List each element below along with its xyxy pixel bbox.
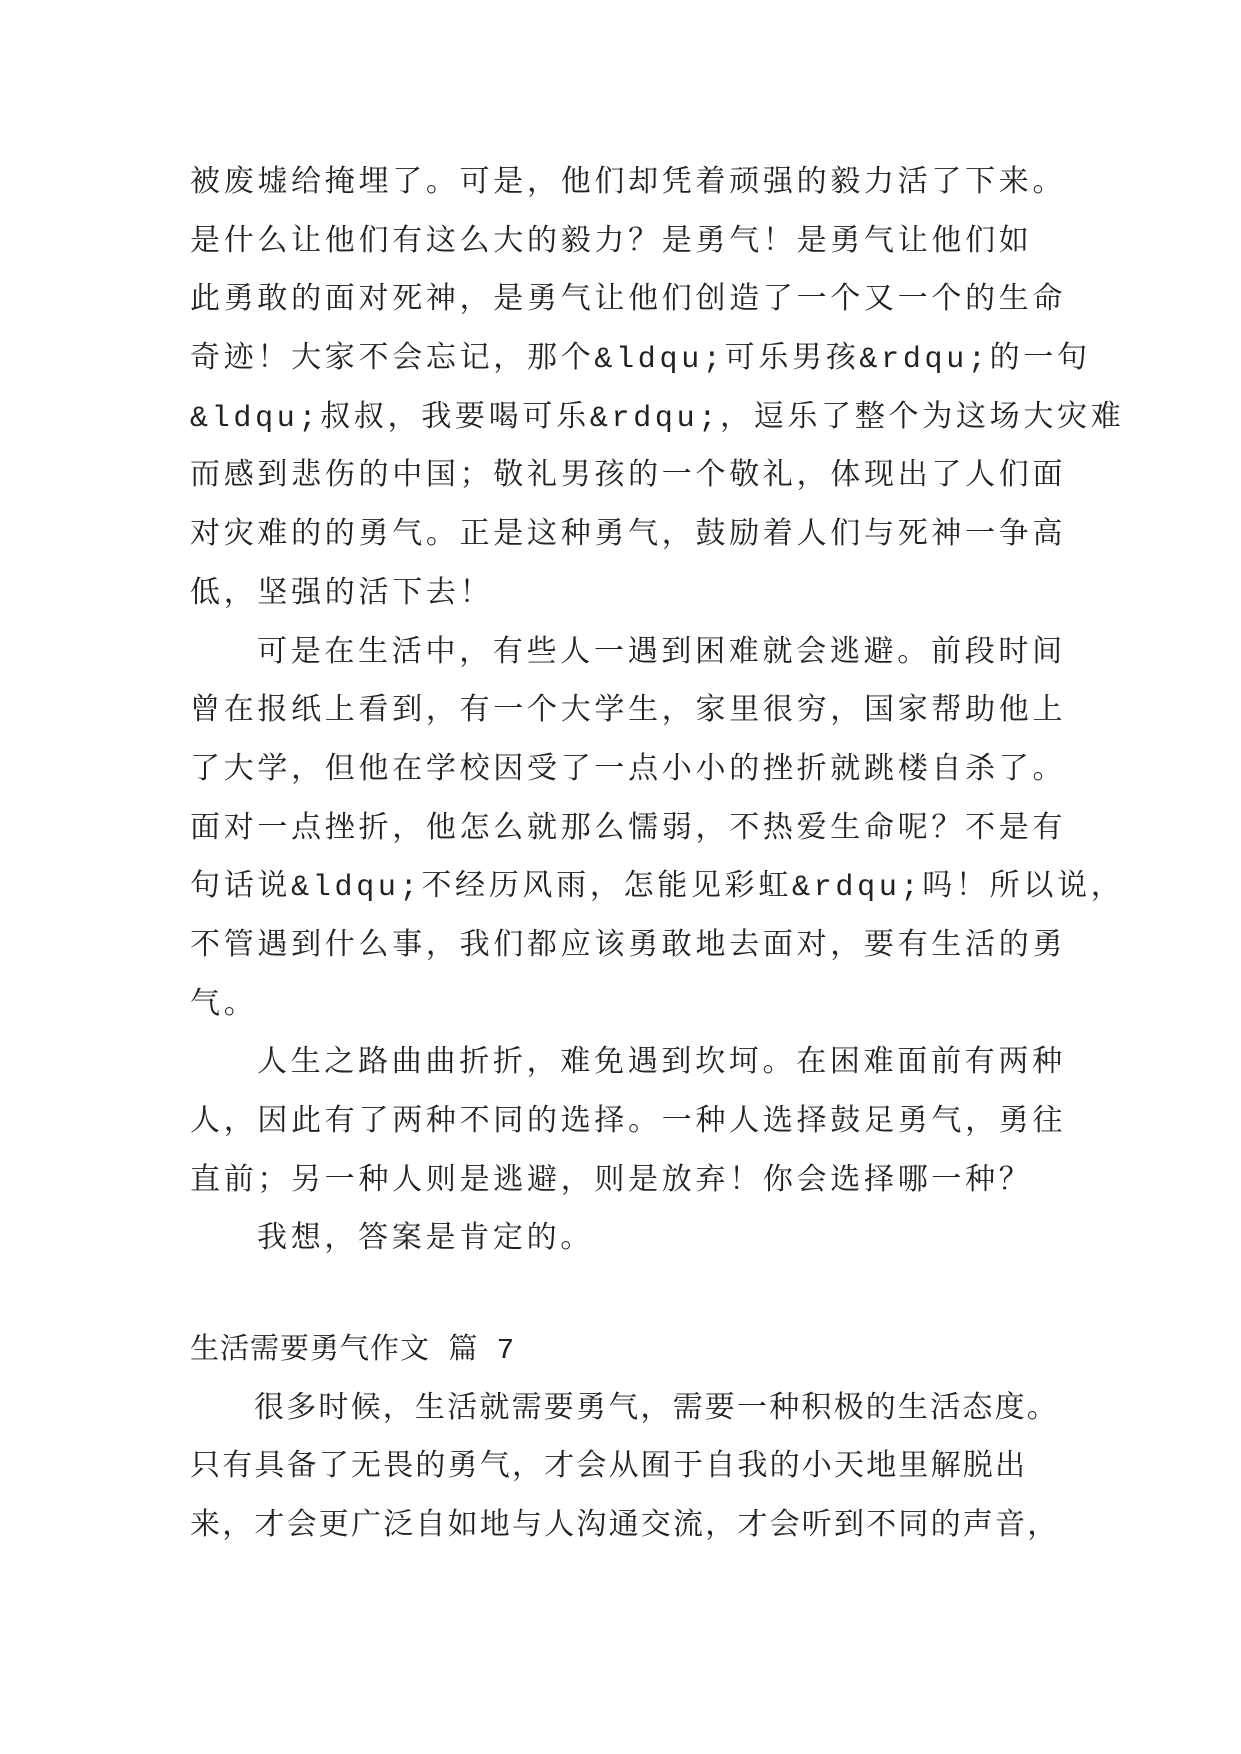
paragraph	[190, 1211, 1190, 1270]
text-line: 了大学，但他在学校因受了一点小小的挫折就跳楼自杀了。	[190, 753, 1067, 788]
text-line: 是什么让他们有这么大的毅力？是勇气！是勇气让他们如	[190, 225, 1033, 260]
text-line: 低，坚强的活下去！	[190, 577, 494, 612]
section-body	[190, 155, 1190, 1270]
text-line: 很多时候，生活就需要勇气，需要一种积极的生活态度。	[254, 1392, 1059, 1427]
paragraph	[190, 1381, 1190, 1557]
section-heading: 生活需要勇气作文 篇 7	[190, 1334, 516, 1367]
text-line: 被废墟给掩埋了。可是，他们却凭着顽强的毅力活了下来。	[190, 167, 1067, 201]
text-line: 奇迹！大家不会忘记，那个&ldqu;可乐男孩&rdqu;的一句	[190, 343, 1091, 378]
paragraph	[190, 625, 1190, 1036]
text-line: 可是在生活中，有些人一遇到困难就会逃避。前段时间	[257, 636, 1066, 671]
text-line: 面对一点挫折，他怎么就那么懦弱，不热爱生命呢？不是有	[190, 812, 1067, 847]
text-line: 此勇敢的面对死神，是勇气让他们创造了一个又一个的生命	[190, 284, 1067, 319]
text-line: 来，才会更广泛自如地与人沟通交流，才会听到不同的声音，	[190, 1510, 1060, 1545]
text-line: &ldqu;叔叔，我要喝可乐&rdqu;，逗乐了整个为这场大灾难	[190, 401, 1125, 436]
text-line: 我想，答案是肯定的。	[257, 1223, 594, 1258]
text-line: 而感到悲伤的中国；敬礼男孩的一个敬礼，体现出了人们面	[190, 460, 1067, 495]
text-line: 人生之路曲曲折折，难免遇到坎坷。在困难面前有两种	[257, 1047, 1066, 1082]
text-line: 句话说&ldqu;不经历风雨，怎能见彩虹&rdqu;吗！所以说，	[190, 871, 1125, 906]
section-essay-7	[190, 1322, 1190, 1557]
text-line: 对灾难的的勇气。正是这种勇气，鼓励着人们与死神一争高	[190, 519, 1067, 554]
text-line: 只有具备了无畏的勇气，才会从囿于自我的小天地里解脱出	[190, 1451, 1028, 1486]
text-line: 气。	[190, 988, 258, 1023]
text-line: 曾在报纸上看到，有一个大学生，家里很穷，国家帮助他上	[190, 695, 1067, 730]
text-line: 人，因此有了两种不同的选择。一种人选择鼓足勇气，勇往	[190, 1106, 1067, 1140]
text-line: 不管遇到什么事，我们都应该勇敢地去面对，要有生活的勇	[190, 929, 1067, 964]
paragraph	[190, 155, 1190, 625]
text-line: 直前；另一种人则是逃避，则是放弃！你会选择哪一种？	[190, 1164, 1033, 1199]
paragraph	[190, 1035, 1190, 1211]
